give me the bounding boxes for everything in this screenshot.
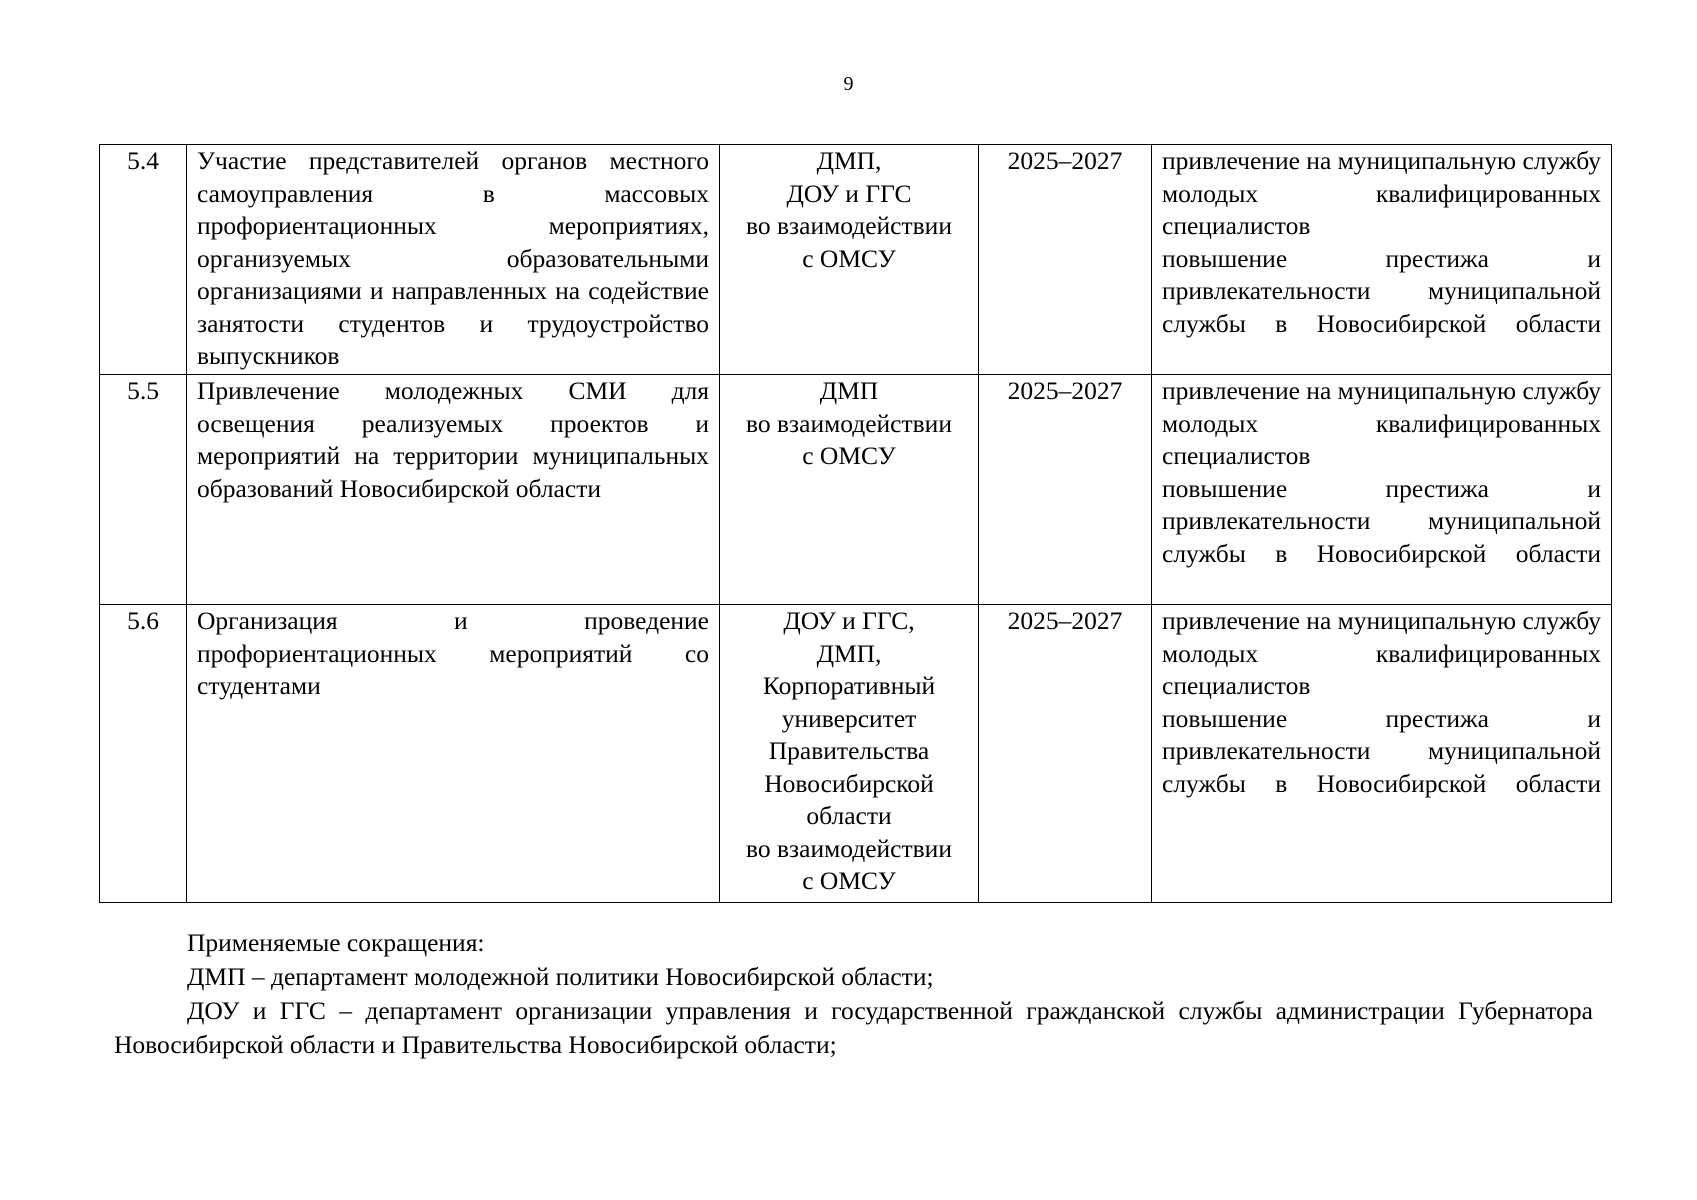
- row-number: 5.5: [100, 375, 187, 605]
- result-line: повышение престижа и привлекательности муниципальной службы в Новосибирской области: [1162, 243, 1601, 338]
- row-executor: [720, 375, 979, 605]
- row-action: Организация и проведение профориентационных мероприятий со студентами: [187, 605, 720, 903]
- abbreviations-section: [114, 926, 1593, 1062]
- executor-line: во взаимодействии: [746, 833, 952, 863]
- executor-line: ДОУ и ГГС: [786, 178, 912, 208]
- executor-line: университет: [781, 703, 917, 733]
- table-row: [100, 145, 1612, 375]
- row-action: Привлечение молодежных СМИ для освещения реализуемых проектов и мероприятий на территории муниципальных образований Новосибирской области: [187, 375, 720, 605]
- abbreviations-title: Применяемые сокращения:: [187, 928, 485, 957]
- executor-line: ДМП: [819, 376, 879, 405]
- row-term: 2025–2027: [979, 605, 1152, 903]
- executor-line: во взаимодействии: [746, 408, 952, 438]
- row-term: 2025–2027: [979, 375, 1152, 605]
- row-result: [1152, 145, 1612, 375]
- executor-line: Правительства: [768, 736, 930, 765]
- row-result: [1152, 375, 1612, 605]
- result-line: привлечение на муниципальную службу молодых квалифицированных специалистов: [1162, 146, 1601, 240]
- executor-line: во взаимодействии: [746, 211, 952, 240]
- table-row: [100, 375, 1612, 605]
- row-executor: [720, 605, 979, 903]
- executor-line: ДОУ и ГГС,: [783, 606, 915, 635]
- executor-line: Новосибирской: [764, 768, 934, 798]
- result-line: повышение престижа и привлекательности муниципальной службы в Новосибирской области: [1162, 473, 1601, 568]
- result-line: привлечение на муниципальную службу молодых квалифицированных специалистов: [1162, 376, 1601, 470]
- row-result: [1152, 605, 1612, 903]
- row-term: 2025–2027: [979, 145, 1152, 375]
- row-executor: [720, 145, 979, 375]
- executor-line: ДМП,: [816, 146, 882, 175]
- measures-table: [99, 144, 1612, 903]
- row-action: Участие представителей органов местного самоуправления в массовых профориентационных мероприятиях, организуемых образовательными организациями и направленных на содействие занятости студентов и трудоустройство выпускников: [187, 145, 720, 375]
- executor-line: ДМП,: [816, 638, 882, 668]
- abbreviation-item: ДМП – департамент молодежной политики Новосибирской области;: [187, 962, 934, 991]
- executor-line: с ОМСУ: [802, 866, 896, 895]
- executor-line: области: [806, 801, 892, 830]
- table-row: [100, 605, 1612, 903]
- page-number: 9: [843, 73, 854, 95]
- row-number: 5.4: [100, 145, 187, 375]
- abbreviation-item: ДОУ и ГГС – департамент организации управления и государственной гражданской службы администрации Губернатора Новосибирской области и Правительства Новосибирской области;: [114, 996, 1593, 1059]
- executor-line: с ОМСУ: [802, 441, 896, 470]
- result-line: привлечение на муниципальную службу молодых квалифицированных специалистов: [1162, 606, 1601, 700]
- result-line: повышение престижа и привлекательности муниципальной службы в Новосибирской области: [1162, 703, 1601, 798]
- executor-line: с ОМСУ: [802, 243, 896, 273]
- executor-line: Корпоративный: [762, 671, 936, 700]
- row-number: 5.6: [100, 605, 187, 903]
